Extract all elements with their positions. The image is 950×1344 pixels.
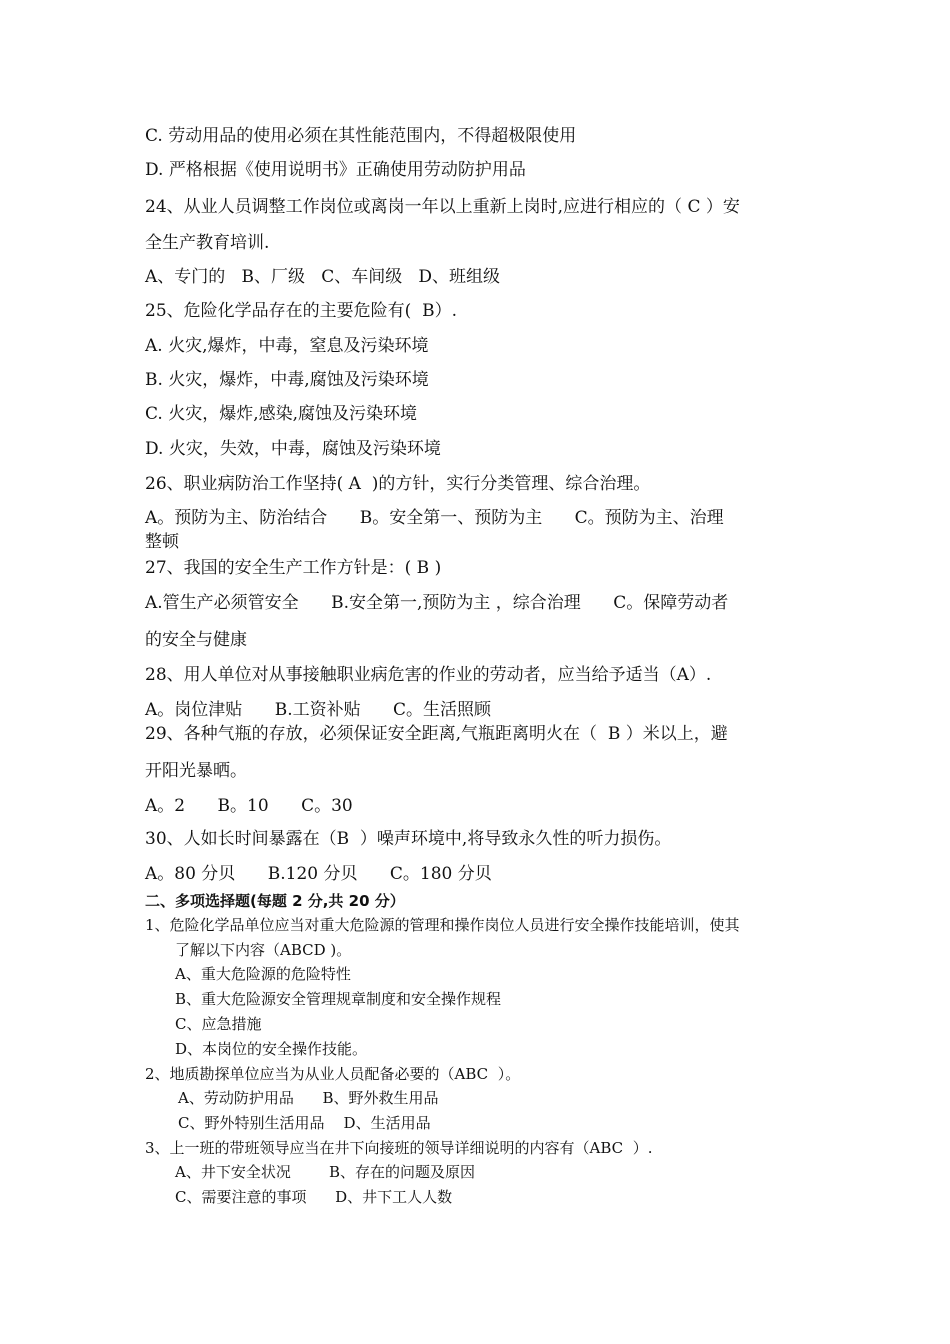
mq-1: 1、危险化学品单位应当对重大危险源的管理和操作岗位人员进行安全操作技能培训，使其 (145, 916, 740, 934)
question-30-options: A。80 分贝 B.120 分贝 C。180 分贝 (145, 864, 492, 884)
mq-3: 3、上一班的带班领导应当在井下向接班的领导详细说明的内容有（ABC ）. (145, 1139, 653, 1157)
question-24-cont: 全生产教育培训. (145, 233, 270, 253)
question-26: 26、职业病防治工作坚持( A )的方针，实行分类管理、综合治理。 (145, 474, 651, 494)
mq-2: 2、地质勘探单位应当为从业人员配备必要的（ABC ）。 (145, 1065, 521, 1083)
question-27-options: A.管生产必须管安全 B.安全第一,预防为主 ，综合治理 C。保障劳动者 (145, 593, 729, 613)
mq-2-options-ab: A、劳动防护用品 B、野外救生用品 (178, 1089, 439, 1107)
question-29-options: A。2 B。10 C。30 (145, 796, 353, 816)
option-line: A. 火灾,爆炸，中毒，窒息及污染环境 (145, 336, 429, 356)
mq-3-options-ab: A、井下安全状况 B、存在的问题及原因 (175, 1163, 476, 1181)
question-27-options-cont: 的安全与健康 (145, 630, 247, 650)
question-28: 28、用人单位对从事接触职业病危害的作业的劳动者，应当给予适当（A）. (145, 665, 712, 685)
option-line: B. 火灾，爆炸，中毒,腐蚀及污染环境 (145, 370, 429, 390)
mq-1-option-d: D、本岗位的安全操作技能。 (175, 1040, 368, 1058)
mq-1-option-b: B、重大危险源安全管理规章制度和安全操作规程 (175, 990, 502, 1008)
question-29-cont: 开阳光暴晒。 (145, 761, 247, 781)
mq-1-option-c: C、应急措施 (175, 1015, 262, 1033)
option-line: D. 严格根据《使用说明书》正确使用劳动防护用品 (145, 160, 526, 180)
option-line: D. 火灾，失效，中毒，腐蚀及污染环境 (145, 439, 441, 459)
section-heading: 二、多项选择题(每题 2 分,共 20 分） (145, 892, 405, 910)
option-line: C. 火灾，爆炸,感染,腐蚀及污染环境 (145, 404, 418, 424)
question-24-options: A、专门的 B、厂级 C、车间级 D、班组级 (145, 267, 501, 287)
question-27: 27、我国的安全生产工作方针是：( B ) (145, 558, 442, 578)
question-28-options: A。岗位津贴 B.工资补贴 C。生活照顾 (145, 700, 492, 720)
question-26-options: A。预防为主、防治结合 B。安全第一、预防为主 C。预防为主、治理 (145, 508, 724, 528)
mq-3-options-cd: C、需要注意的事项 D、井下工人人数 (175, 1188, 453, 1206)
question-25: 25、危险化学品存在的主要危险有( B）. (145, 301, 457, 321)
question-24: 24、从业人员调整工作岗位或离岗一年以上重新上岗时,应进行相应的（ C ）安 (145, 197, 740, 217)
question-30: 30、人如长时间暴露在（B ）噪声环境中,将导致永久性的听力损伤。 (145, 829, 672, 849)
mq-1-cont: 了解以下内容（ABCD )。 (175, 941, 352, 959)
mq-1-option-a: A、重大危险源的危险特性 (175, 965, 351, 983)
question-26-options-cont: 整顿 (145, 532, 179, 552)
mq-2-options-cd: C、野外特别生活用品 D、生活用品 (178, 1114, 431, 1132)
option-line: C. 劳动用品的使用必须在其性能范围内，不得超极限使用 (145, 126, 577, 146)
question-29: 29、各种气瓶的存放，必须保证安全距离,气瓶距离明火在（ B ）米以上，避 (145, 724, 728, 744)
